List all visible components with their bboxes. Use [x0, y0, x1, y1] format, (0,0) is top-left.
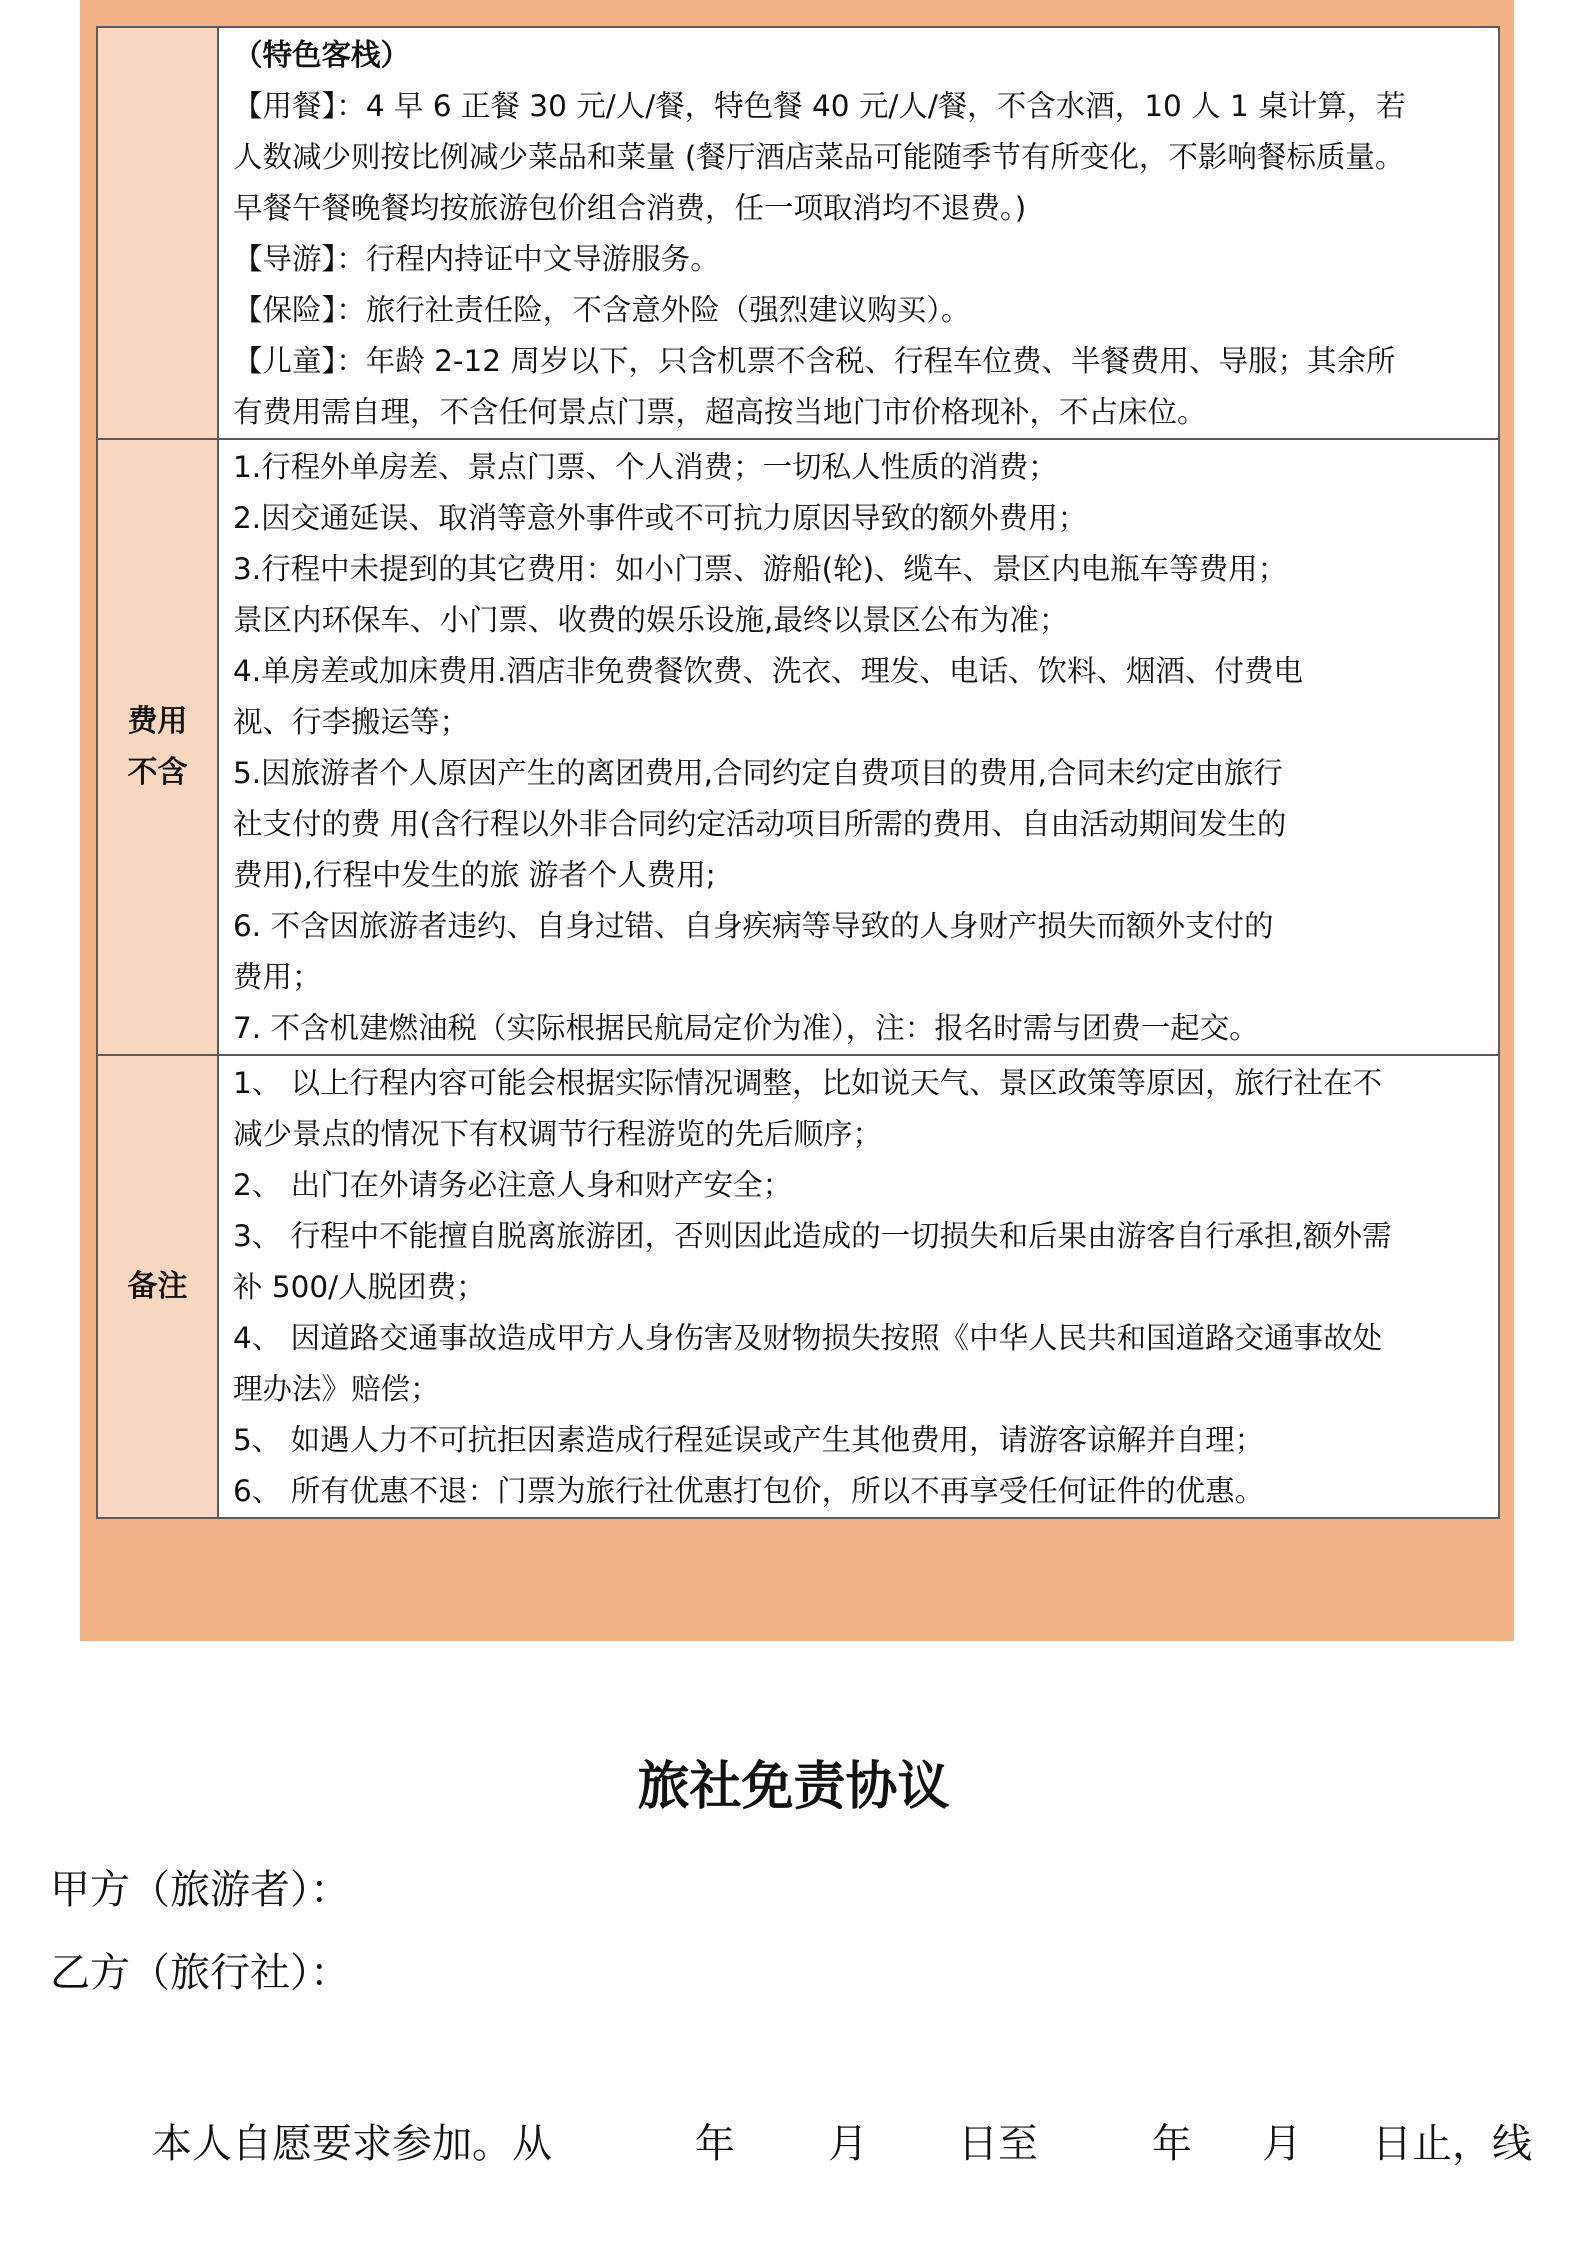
agreement-title: 旅社免责协议 — [637, 1757, 950, 1817]
text-line: 有费用需自理，不含任何景点门票，超高按当地门市价格现补，不占床位。 — [233, 395, 1207, 429]
text-line: 【儿童】：年龄 2-12 周岁以下，只含机票不含税、行程车位费、半餐费用、导服；其余所 — [233, 344, 1396, 378]
table-row-remarks — [97, 1055, 1499, 1518]
text-line: 6. 不含因旅游者违约、自身过错、自身疾病等导致的人身财产损失而额外支付的 — [233, 909, 1274, 943]
text-line: 2、 出门在外请务必注意人身和财产安全； — [233, 1168, 793, 1202]
table-row-included-continued — [97, 27, 1499, 439]
itinerary-table — [96, 26, 1500, 1519]
text-line: 【用餐】：4 早 6 正餐 30 元/人/餐，特色餐 40 元/人/餐，不含水酒，10 人 1 桌计算，若 — [233, 89, 1406, 123]
statement-month-start: 月 — [828, 2121, 868, 2167]
row-content-included — [218, 27, 1499, 439]
text-line: 景区内环保车、小门票、收费的娱乐设施,最终以景区公布为准； — [233, 603, 1069, 637]
text-line: 费用),行程中发生的旅 游者个人费用; — [233, 858, 716, 892]
row-content-excluded — [218, 439, 1499, 1055]
text-line: 社支付的费 用(含行程以外非合同约定活动项目所需的费用、自由活动期间发生的 — [233, 807, 1287, 841]
row-label-excluded-costs — [97, 439, 218, 1055]
statement-day-end: 日止，线 — [1372, 2121, 1532, 2167]
statement-intro: 本人自愿要求参加。从 — [152, 2121, 552, 2167]
row-label-remarks: 备注 — [97, 1055, 218, 1518]
text-line: 5、 如遇人力不可抗拒因素造成行程延误或产生其他费用，请游客谅解并自理； — [233, 1423, 1265, 1457]
text-line: 补 500/人脱团费； — [233, 1270, 486, 1304]
text-line: 4、 因道路交通事故造成甲方人身伤害及财物损失按照《中华人民共和国道路交通事故处 — [233, 1321, 1383, 1355]
row-label-blank — [97, 27, 218, 439]
text-line: 2.因交通延误、取消等意外事件或不可抗力原因导致的额外费用； — [233, 501, 1088, 535]
text-line: 5.因旅游者个人原因产生的离团费用,合同约定自费项目的费用,合同未约定由旅行 — [233, 756, 1283, 790]
text-line: （特色客栈） — [233, 38, 411, 72]
text-line: 视、行李搬运等； — [233, 705, 470, 739]
text-line: 理办法》赔偿； — [233, 1372, 440, 1406]
party-b-label: 乙方（旅行社）： — [50, 1950, 350, 1996]
text-line: 1、 以上行程内容可能会根据实际情况调整，比如说天气、景区政策等原因，旅行社在不 — [233, 1066, 1383, 1100]
text-line: 费用； — [233, 960, 322, 994]
statement-year-end: 年 — [1152, 2121, 1192, 2167]
text-line: 【导游】：行程内持证中文导游服务。 — [233, 242, 720, 276]
text-line: 【保险】：旅行社责任险，不含意外险（强烈建议购买）。 — [233, 293, 971, 327]
text-line: 7. 不含机建燃油税（实际根据民航局定价为准），注：报名时需与团费一起交。 — [233, 1011, 1259, 1045]
table-row-excluded-costs — [97, 439, 1499, 1055]
statement-day-to: 日至 — [958, 2121, 1038, 2167]
text-line: 减少景点的情况下有权调节行程游览的先后顺序； — [233, 1117, 883, 1151]
text-line: 人数减少则按比例减少菜品和菜量 (餐厅酒店菜品可能随季节有所变化，不影响餐标质量。 — [233, 140, 1405, 174]
party-a-label: 甲方（旅游者）： — [50, 1867, 350, 1913]
text-line: 早餐午餐晚餐均按旅游包价组合消费，任一项取消均不退费。) — [233, 191, 1027, 225]
text-line: 6、 所有优惠不退：门票为旅行社优惠打包价，所以不再享受任何证件的优惠。 — [233, 1474, 1265, 1508]
statement-year-start: 年 — [695, 2121, 735, 2167]
row-content-remarks — [218, 1055, 1499, 1518]
text-line: 3、 行程中不能擅自脱离旅游团，否则因此造成的一切损失和后果由游客自行承担,额外需 — [233, 1219, 1392, 1253]
label-text: 费用 不含 — [127, 704, 188, 790]
text-line: 4.单房差或加床费用.酒店非免费餐饮费、洗衣、理发、电话、饮料、烟酒、付费电 — [233, 654, 1304, 688]
text-line: 1.行程外单房差、景点门票、个人消费；一切私人性质的消费； — [233, 450, 1058, 484]
statement-month-end: 月 — [1262, 2121, 1302, 2167]
text-line: 3.行程中未提到的其它费用：如小门票、游船(轮)、缆车、景区内电瓶车等费用； — [233, 552, 1288, 586]
